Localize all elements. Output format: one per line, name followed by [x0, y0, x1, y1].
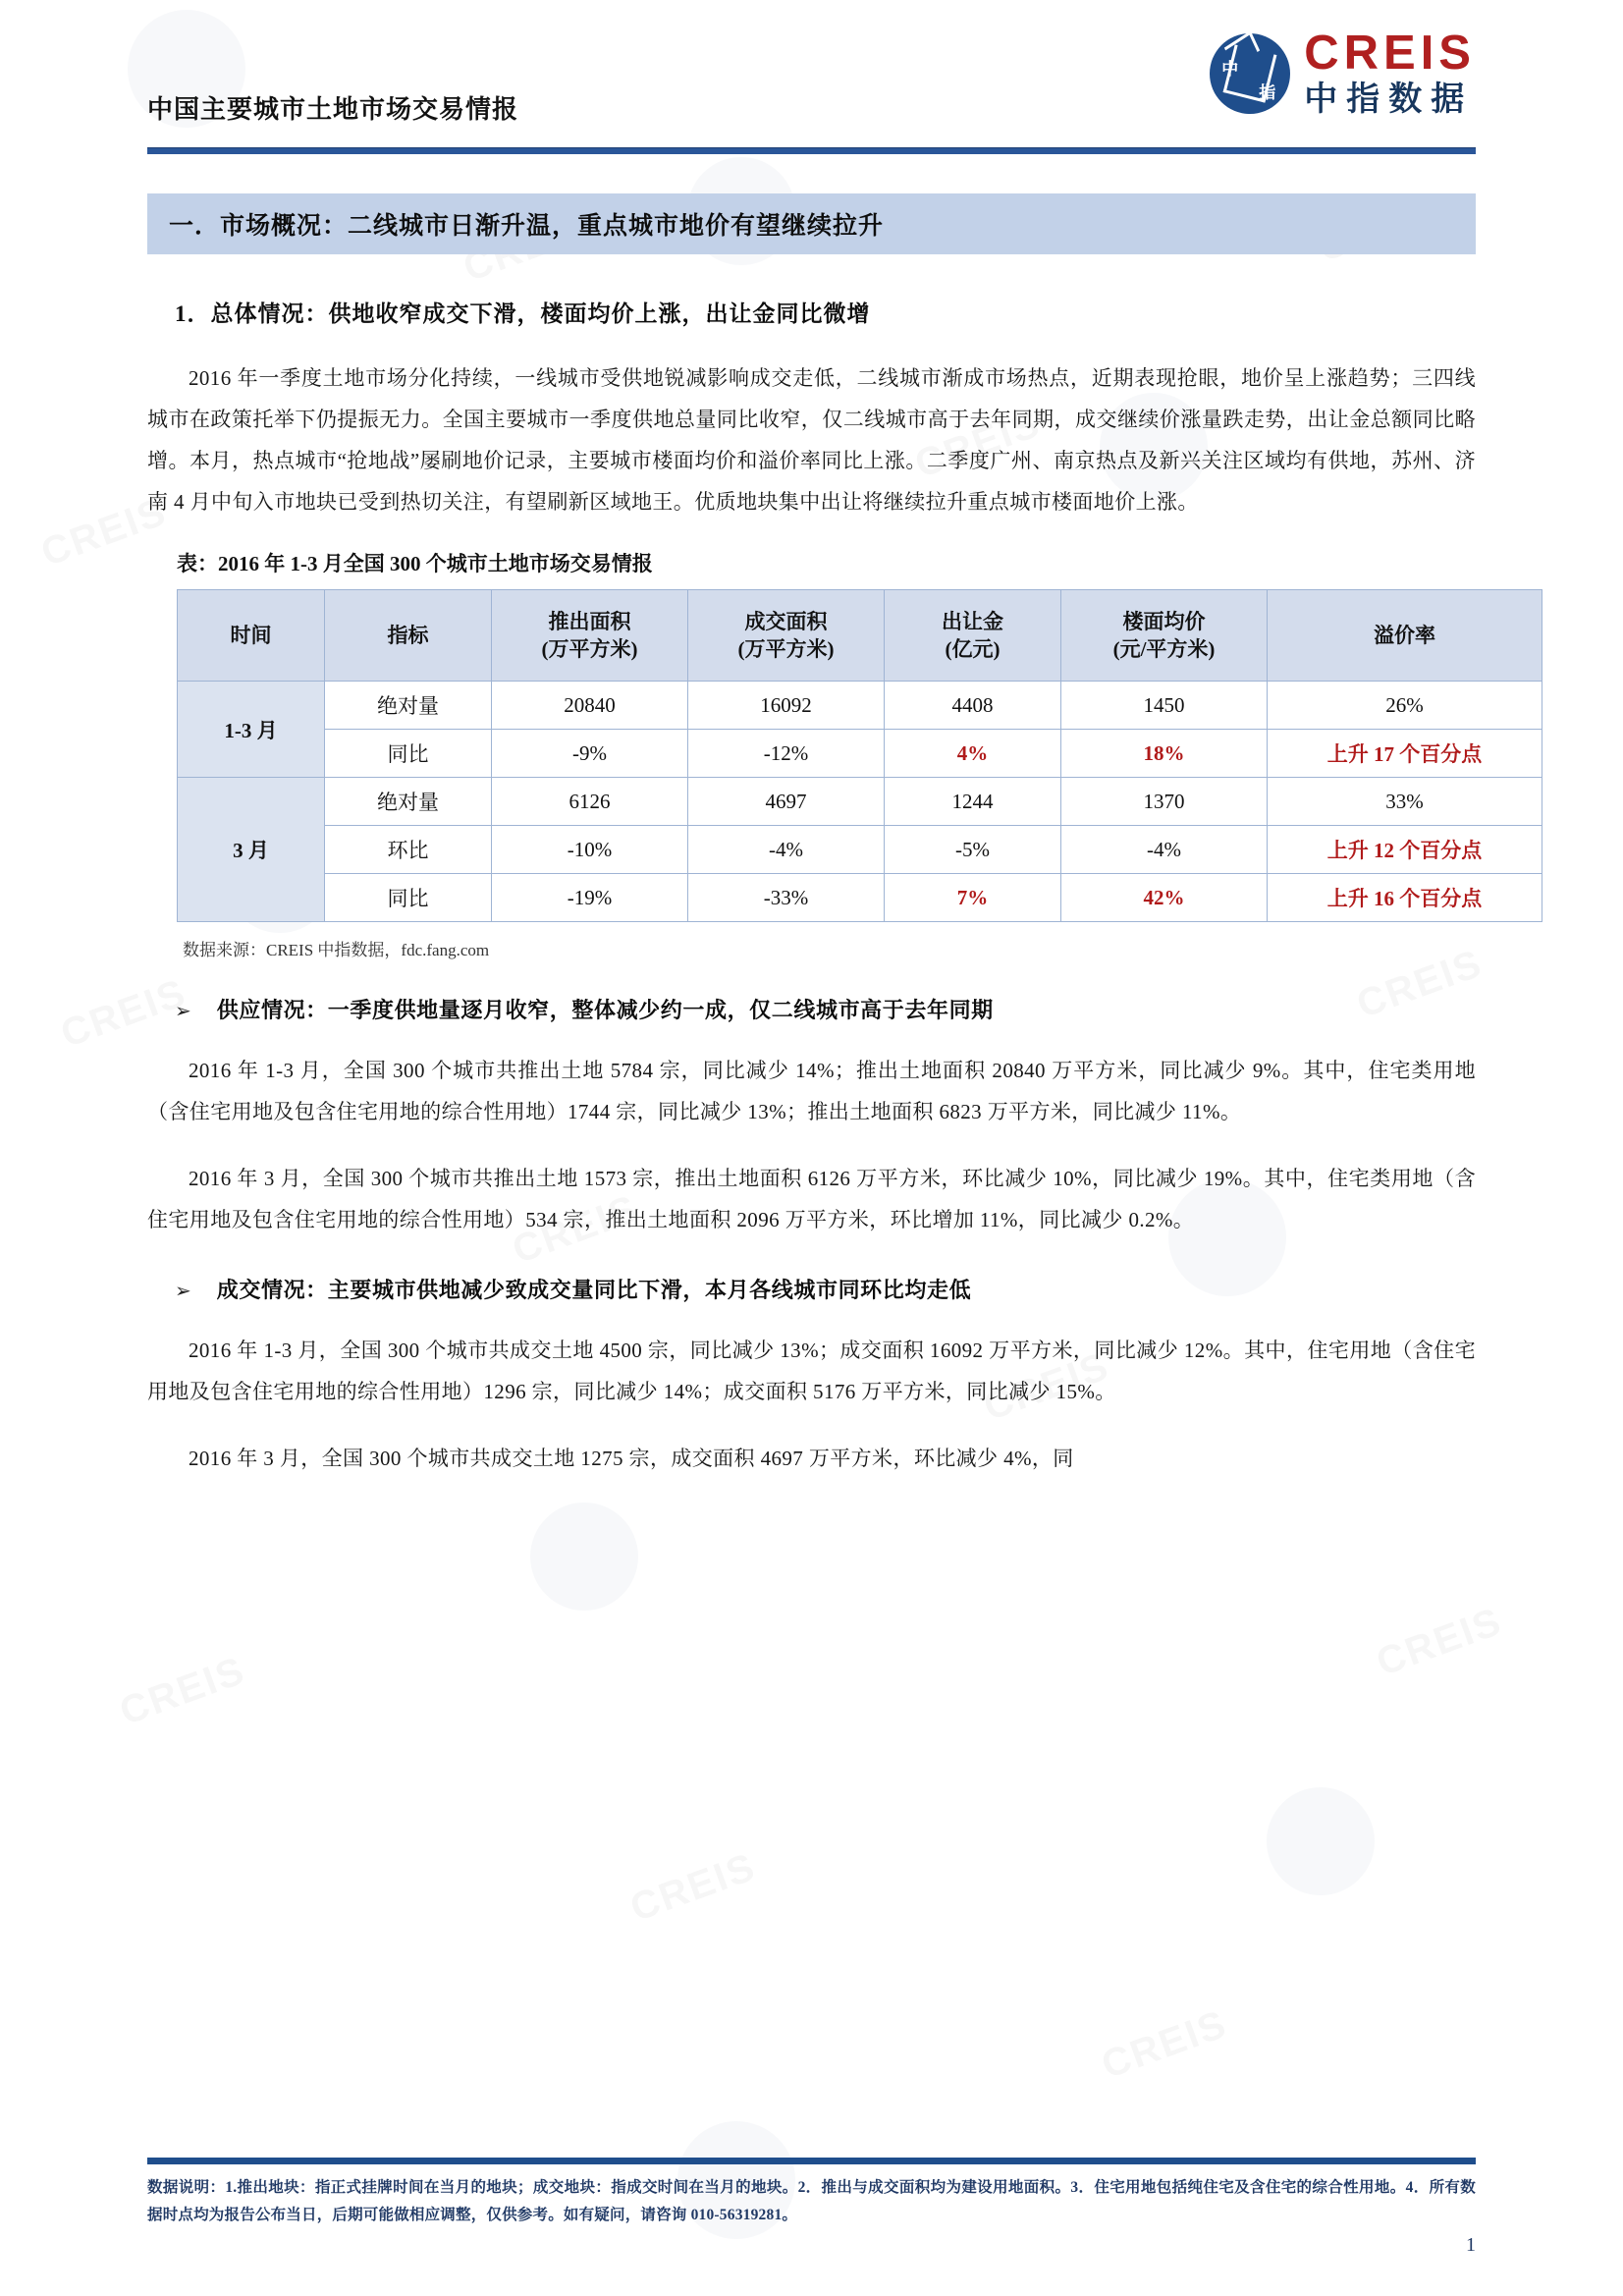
cell-transfer-fee: 4% [885, 730, 1061, 778]
cell-launch-area: -19% [492, 874, 688, 922]
land-market-table [177, 589, 1542, 922]
table-source-note: 数据来源：CREIS 中指数据，fdc.fang.com [183, 941, 490, 959]
watermark-text [624, 1845, 762, 1932]
arrow-bullet-icon: ➢ [175, 1281, 191, 1302]
cell-deal-area: -4% [688, 826, 885, 874]
cell-premium-rate: 26% [1268, 682, 1542, 730]
logo-brand-chinese: 中指数据 [1304, 82, 1474, 118]
cell-transfer-fee: 4408 [885, 682, 1061, 730]
logo-brand-latin: CREIS [1304, 27, 1476, 80]
cell-floor-price: -4% [1061, 826, 1268, 874]
col-header-floor-price [1061, 590, 1268, 682]
creis-logo [1210, 29, 1476, 117]
cell-deal-area: -12% [688, 730, 885, 778]
watermark-text [1371, 1600, 1508, 1686]
deal-paragraph-1: 2016 年 1-3 月，全国 300 个城市共成交土地 4500 宗，同比减少 13%；成交面积 16092 万平方米，同比减少 12%。其中，住宅用地（含住宅用地及包含住宅用地的综合性用地）1296 宗，同比减少 14%；成交面积 5176 万平方米，同比减少 15%。 [147, 1339, 1476, 1403]
table-header-row [178, 590, 1542, 682]
bullet-deal [175, 1274, 1476, 1304]
table-row [178, 730, 1542, 778]
col-header-premium-rate [1268, 590, 1542, 682]
watermark-text [114, 1649, 251, 1735]
col-header-line2: (万平方米) [541, 637, 638, 661]
page-footer [0, 2158, 1623, 2257]
row-metric-label: 绝对量 [325, 778, 492, 826]
cell-launch-area: -10% [492, 826, 688, 874]
row-metric-label: 同比 [325, 730, 492, 778]
watermark-text [1096, 2002, 1233, 2089]
cell-premium-rate: 上升 17 个百分点 [1268, 730, 1542, 778]
logo-char-zhi: 指 [1259, 82, 1276, 102]
col-header-line1: 出让金 [942, 609, 1003, 633]
logo-char-zhong: 中 [1221, 59, 1239, 79]
bullet-supply-label: 供应情况：一季度供地量逐月收窄，整体减少约一成，仅二线城市高于去年同期 [216, 998, 994, 1022]
supply-paragraph-2: 2016 年 3 月，全国 300 个城市共推出土地 1573 宗，推出土地面积 6126 万平方米，环比减少 10%，同比减少 19%。其中，住宅类用地（含住宅用地及包含住宅用地的综合性用地）534 宗，推出土地面积 2096 万平方米，环比增加 11%，同比减少 0.2%。 [147, 1167, 1476, 1231]
document-title: 中国主要城市土地市场交易情报 [147, 95, 519, 124]
watermark-circle [1267, 1787, 1375, 1895]
col-header-line1: 指标 [387, 623, 429, 647]
cell-launch-area: -9% [492, 730, 688, 778]
cell-deal-area: 16092 [688, 682, 885, 730]
col-header-line1: 楼面均价 [1122, 609, 1206, 633]
row-metric-label: 环比 [325, 826, 492, 874]
table-row [178, 826, 1542, 874]
header-divider [147, 147, 1476, 154]
section-banner: 一．市场概况：二线城市日渐升温，重点城市地价有望继续拉升 [147, 193, 1476, 254]
cell-transfer-fee: -5% [885, 826, 1061, 874]
footer-divider [147, 2158, 1476, 2164]
table-title: 表：2016 年 1-3 月全国 300 个城市土地市场交易情报 [177, 552, 653, 575]
col-header-metric [325, 590, 492, 682]
cell-premium-rate: 上升 12 个百分点 [1268, 826, 1542, 874]
col-header-line2: (元/平方米) [1112, 637, 1216, 661]
sub-heading: 1．总体情况：供地收窄成交下滑，楼面均价上涨，出让金同比微增 [175, 301, 871, 326]
footer-data-note: 数据说明：1.推出地块：指正式挂牌时间在当月的地块；成交地块：指成交时间在当月的地块。2．推出与成交面积均为建设用地面积。3．住宅用地包括纯住宅及含住宅的综合性用地。4．所有数据时点均为报告公布当日，后期可能做相应调整，仅供参考。如有疑问，请咨询 010-56319281。 [147, 2178, 1476, 2224]
cell-transfer-fee: 1244 [885, 778, 1061, 826]
overview-paragraph: 2016 年一季度土地市场分化持续，一线城市受供地锐减影响成交走低，二线城市渐成市场热点，近期表现抢眼，地价呈上涨趋势；三四线城市在政策托举下仍提振无力。全国主要城市一季度供地总量同比收窄，仅二线城市高于去年同期，成交继续价涨量跌走势，出让金总额同比略增。本月，热点城市“抢地战”屡刷地价记录，主要城市楼面均价和溢价率同比上涨。二季度广州、南京热点及新兴关注区域均有供地，苏州、济南 4 月中旬入市地块已受到热切关注，有望刷新区域地王。优质地块集中出让将继续拉升重点城市楼面地价上涨。 [147, 366, 1476, 514]
col-header-launch-area [492, 590, 688, 682]
col-header-line1: 溢价率 [1374, 623, 1435, 647]
col-header-line2: (万平方米) [737, 637, 835, 661]
table-row [178, 778, 1542, 826]
supply-paragraph-1: 2016 年 1-3 月，全国 300 个城市共推出土地 5784 宗，同比减少 14%；推出土地面积 20840 万平方米，同比减少 9%。其中，住宅类用地（含住宅用地及包含住宅用地的综合性用地）1744 宗，同比减少 13%；推出土地面积 6823 万平方米，同比减少 11%。 [147, 1059, 1476, 1123]
cell-floor-price: 1370 [1061, 778, 1268, 826]
col-header-line1: 时间 [230, 623, 272, 647]
table-row [178, 682, 1542, 730]
col-header-transfer-fee [885, 590, 1061, 682]
cell-floor-price: 18% [1061, 730, 1268, 778]
table-row [178, 874, 1542, 922]
col-header-line1: 成交面积 [744, 609, 828, 633]
cell-premium-rate: 33% [1268, 778, 1542, 826]
cell-premium-rate: 上升 16 个百分点 [1268, 874, 1542, 922]
col-header-deal-area [688, 590, 885, 682]
row-period-label: 1-3 月 [178, 682, 325, 778]
cell-launch-area: 20840 [492, 682, 688, 730]
row-period-label: 3 月 [178, 778, 325, 922]
col-header-line1: 推出面积 [548, 609, 631, 633]
page-content [147, 154, 1483, 1479]
row-metric-label: 绝对量 [325, 682, 492, 730]
bullet-supply [175, 994, 1476, 1024]
cell-deal-area: 4697 [688, 778, 885, 826]
cell-deal-area: -33% [688, 874, 885, 922]
cell-floor-price: 1450 [1061, 682, 1268, 730]
page-header [0, 0, 1623, 154]
watermark-circle [530, 1503, 638, 1611]
bullet-deal-label: 成交情况：主要城市供地减少致成交量同比下滑，本月各线城市同环比均走低 [216, 1278, 972, 1302]
cell-transfer-fee: 7% [885, 874, 1061, 922]
row-metric-label: 同比 [325, 874, 492, 922]
col-header-time [178, 590, 325, 682]
col-header-line2: (亿元) [945, 637, 1001, 661]
cell-launch-area: 6126 [492, 778, 688, 826]
arrow-bullet-icon: ➢ [175, 1001, 191, 1022]
deal-paragraph-2: 2016 年 3 月，全国 300 个城市共成交土地 1275 宗，成交面积 4697 万平方米，环比减少 4%，同 [189, 1447, 1074, 1470]
page-number: 1 [1466, 2234, 1476, 2256]
cell-floor-price: 42% [1061, 874, 1268, 922]
creis-circle-icon [1210, 33, 1290, 114]
